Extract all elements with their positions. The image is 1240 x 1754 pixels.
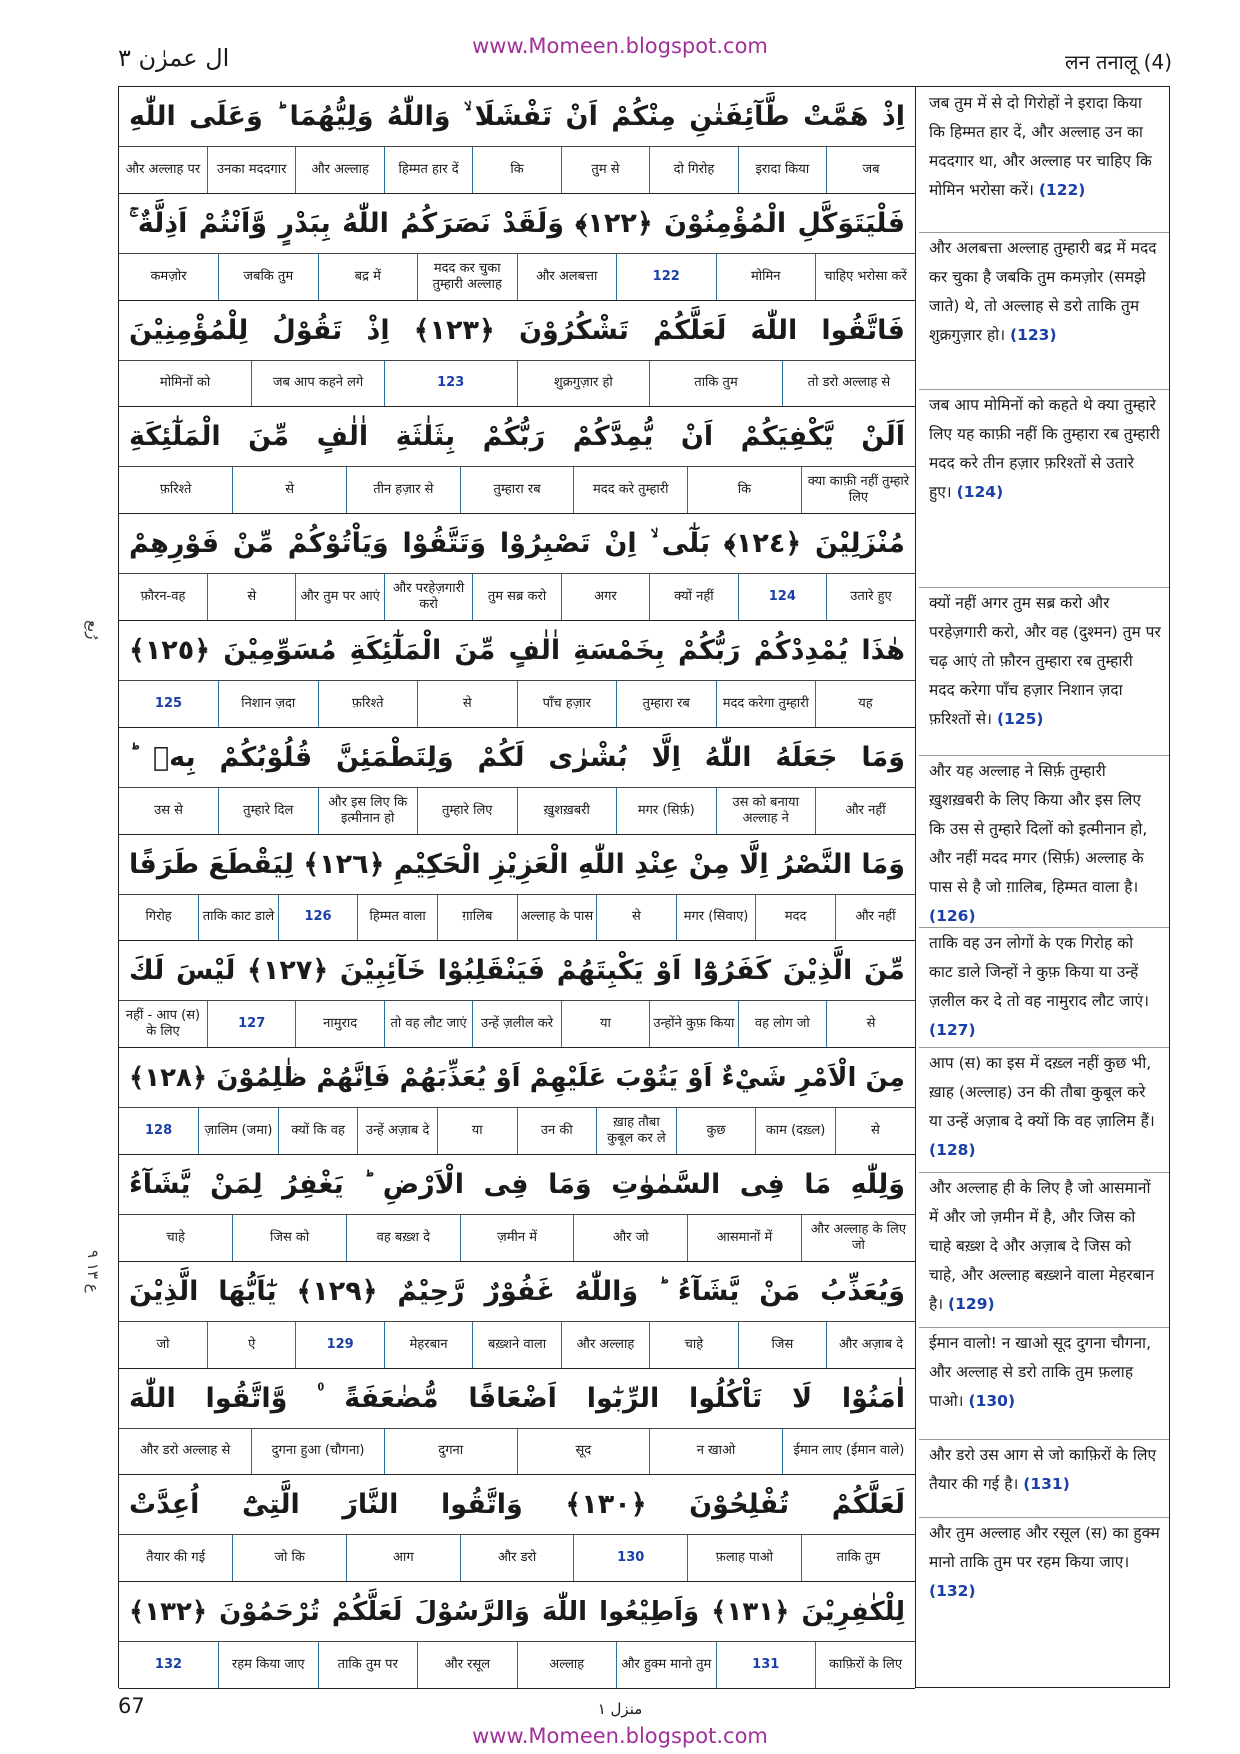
gloss-cell: ख़ाह तौबा कुबूल कर ले: [597, 1108, 677, 1154]
gloss-cell: ख़ुशख़बरी: [517, 788, 617, 834]
gloss-cell: जिस: [738, 1322, 826, 1368]
gloss-cell: और अल्लाह: [561, 1322, 649, 1368]
arabic-verse-line: لِلْكٰفِرِيْنَ ﴿١٣١﴾ وَاَطِيْعُوا اللّٰهَ وَالرَّسُوْلَ لَعَلَّكُمْ تُرْحَمُوْنَ ﴿١٣٢﴾: [119, 1582, 915, 1642]
translation-separator: [919, 927, 1169, 928]
gloss-cell: मदद करे तुम्हारी: [574, 467, 688, 513]
gloss-cell: उतारे हुए: [827, 574, 915, 620]
gloss-cell: जो: [119, 1322, 208, 1368]
gloss-cell: और रसूल: [418, 1642, 518, 1688]
translation-verse-number: (131): [1023, 1475, 1070, 1493]
gloss-cell: यह: [816, 681, 916, 727]
translation-paragraph: [929, 89, 1161, 205]
translation-verse-number: (123): [1010, 326, 1057, 344]
gloss-cell: से: [597, 895, 677, 941]
gloss-cell: और हुक्म मानो तुम: [617, 1642, 717, 1688]
gloss-cell: कुछ: [676, 1108, 756, 1154]
translation-paragraph: [929, 589, 1161, 734]
gloss-cell: ताकि काट डाले: [199, 895, 279, 941]
arabic-verse-line: اِذْ هَمَّتْ طَّآئِفَتٰنِ مِنْكُمْ اَنْ تَفْشَلَا ۙ وَاللّٰهُ وَلِيُّهُمَا ؕ وَعَلَى اللّٰهِ: [119, 87, 915, 147]
translation-verse-number: (124): [956, 483, 1004, 501]
gloss-cell: हिम्मत वाला: [358, 895, 438, 941]
header-url[interactable]: www.Momeen.blogspot.com: [472, 34, 768, 58]
translation-text: और अलबत्ता अल्लाह तुम्हारी बद्र में मदद कर चुका है जबकि तुम कमज़ोर (समझे जाते) थे, तो अल्लाह से डरो ताकि तुम शुक्रगुज़ार हो।: [929, 239, 1157, 344]
gloss-cell: मगर (सिवाए): [676, 895, 756, 941]
word-gloss-row: [119, 254, 915, 301]
gloss-cell: तुम्हारा रब: [460, 467, 574, 513]
translation-text: जब आप मोमिनों को कहते थे क्या तुम्हारे लिए यह काफ़ी नहीं कि तुम्हारा रब तुम्हारी मदद करे तीन हज़ार फ़रिश्तों से उतारे हुए।: [929, 396, 1160, 501]
word-gloss-row: [119, 1535, 915, 1582]
translation-verse-number: (126): [929, 907, 976, 925]
verse-number-cell: 123: [384, 361, 517, 407]
translation-paragraph: [929, 391, 1161, 507]
gloss-cell: काम (दख़्ल): [756, 1108, 836, 1154]
translation-separator: [919, 755, 1169, 756]
translation-verse-number: (128): [929, 1141, 976, 1159]
translation-text: और यह अल्लाह ने सिर्फ़ तुम्हारी ख़ुशख़बरी के लिए किया और इस लिए कि उस से तुम्हारे दिलों को इत्मीनान हो, और नहीं मदद मगर (सिर्फ़) अल्लाह के पास से है जो ग़ालिब, हिम्मत वाला है।: [929, 762, 1148, 896]
gloss-cell: मदद कर चुका तुम्हारी अल्लाह: [418, 254, 518, 300]
gloss-cell: ज़ालिम (जमा): [199, 1108, 279, 1154]
translation-separator: [919, 232, 1169, 233]
gloss-cell: वह बख़्श दे: [346, 1215, 460, 1261]
gloss-cell: और डरो अल्लाह से: [119, 1429, 252, 1475]
gloss-cell: ज़मीन में: [460, 1215, 574, 1261]
gloss-cell: तैयार की गई: [119, 1535, 233, 1581]
gloss-cell: और इस लिए कि इत्मीनान हो: [318, 788, 418, 834]
translation-paragraph: [929, 757, 1161, 931]
gloss-cell: और डरो: [460, 1535, 574, 1581]
translation-text: क्यों नहीं अगर तुम सब्र करो और परहेज़गारी करो, और वह (दुश्मन) तुम पर चढ़ आएं तो फ़ौरन तुम्हारा रब तुम्हारी मदद करेगा पाँच हज़ार निशान ज़दा फ़रिश्तों से।: [929, 594, 1161, 728]
verse-number-cell: 122: [617, 254, 717, 300]
gloss-cell: वह लोग जो: [738, 1001, 826, 1047]
gloss-cell: तो वह लौट जाएं: [384, 1001, 472, 1047]
gloss-cell: सूद: [517, 1429, 650, 1475]
translation-separator: [919, 587, 1169, 588]
word-gloss-row: [119, 681, 915, 728]
gloss-cell: चाहे: [650, 1322, 738, 1368]
translation-verse-number: (125): [996, 710, 1044, 728]
gloss-cell: पाँच हज़ार: [517, 681, 617, 727]
translation-separator: [919, 389, 1169, 390]
gloss-cell: कमज़ोर: [119, 254, 219, 300]
gloss-cell: से: [233, 467, 347, 513]
word-gloss-row: [119, 788, 915, 835]
word-gloss-row: [119, 361, 915, 408]
arabic-verse-line: فَاتَّقُوا اللّٰهَ لَعَلَّكُمْ تَشْكُرُوْنَ ﴿١٢٣﴾ اِذْ تَقُوْلُ لِلْمُؤْمِنِيْنَ: [119, 301, 915, 361]
arabic-verse-line: لَعَلَّكُمْ تُفْلِحُوْنَ ﴿١٣٠﴾ وَاتَّقُوا النَّارَ الَّتِىْٓ اُعِدَّتْ: [119, 1475, 915, 1535]
translation-text: और तुम अल्लाह और रसूल (स) का हुक्म मानो ताकि तुम पर रहम किया जाए।: [929, 1524, 1160, 1571]
translation-separator: [919, 1439, 1169, 1440]
translation-text: आप (स) का इस में दख़्ल नहीं कुछ भी, ख़ाह (अल्लाह) उन की तौबा कुबूल करे या उन्हें अज़ाब दे क्यों कि वह ज़ालिम हैं।: [929, 1054, 1155, 1130]
translation-paragraph: [929, 1329, 1161, 1416]
gloss-cell: और नहीं: [816, 788, 916, 834]
gloss-cell: मगर (सिर्फ़): [617, 788, 717, 834]
gloss-cell: से: [835, 1108, 915, 1154]
arabic-verse-line: وَلِلّٰهِ مَا فِى السَّمٰوٰتِ وَمَا فِى الْاَرْضِ ؕ يَغْفِرُ لِمَنْ يَّشَآءُ: [119, 1155, 915, 1215]
gloss-cell: उस से: [119, 788, 219, 834]
verse-number-cell: 124: [738, 574, 826, 620]
gloss-cell: से: [418, 681, 518, 727]
gloss-cell: क्यों कि वह: [278, 1108, 358, 1154]
gloss-cell: जब: [827, 147, 915, 193]
word-gloss-row: [119, 147, 915, 194]
gloss-cell: और अल्लाह: [296, 147, 384, 193]
gloss-cell: उन्हें अज़ाब दे: [358, 1108, 438, 1154]
arabic-verse-line: وَمَا النَّصْرُ اِلَّا مِنْ عِنْدِ اللّٰهِ الْعَزِيْزِ الْحَكِيْمِ ﴿١٢٦﴾ لِيَقْطَعَ طَرَفًا: [119, 835, 915, 895]
verse-number-cell: 132: [119, 1642, 219, 1688]
gloss-cell: फ़रिश्ते: [318, 681, 418, 727]
gloss-cell: मदद: [756, 895, 836, 941]
arabic-verse-line: هٰذَا يُمْدِدْكُمْ رَبُّكُمْ بِخَمْسَةِ اٰلٰفٍ مِّنَ الْمَلٰٓئِكَةِ مُسَوِّمِيْنَ ﴿١٢٥﴾: [119, 621, 915, 681]
gloss-cell: या: [437, 1108, 517, 1154]
gloss-cell: हिम्मत हार दें: [384, 147, 472, 193]
gloss-cell: तुम्हारे दिल: [219, 788, 319, 834]
gloss-cell: अल्लाह: [517, 1642, 617, 1688]
translation-paragraph: [929, 1049, 1161, 1165]
page-frame: [118, 86, 1170, 1688]
gloss-cell: काफ़िरों के लिए: [816, 1642, 916, 1688]
translation-separator: [919, 1517, 1169, 1518]
verse-number-cell: 129: [296, 1322, 384, 1368]
gloss-cell: बख़्शने वाला: [473, 1322, 561, 1368]
gloss-cell: तुम्हारा रब: [617, 681, 717, 727]
gloss-cell: और तुम पर आएं: [296, 574, 384, 620]
gloss-cell: बद्र में: [318, 254, 418, 300]
gloss-cell: तीन हज़ार से: [346, 467, 460, 513]
translation-column: [919, 87, 1169, 1687]
word-gloss-row: [119, 895, 915, 942]
page-number: 67: [118, 1694, 145, 1718]
translation-text: ईमान वालो! न खाओ सूद दुगना चौगना, और अल्लाह से डरो ताकि तुम फ़लाह पाओ।: [929, 1334, 1151, 1410]
gloss-cell: उन की: [517, 1108, 597, 1154]
translation-text: ताकि वह उन लोगों के एक गिरोह को काट डाले जिन्हों ने कुफ़ किया या उन्हें ज़लील कर दे तो वह नामुराद लौट जाएं।: [929, 934, 1149, 1010]
verse-number-cell: 131: [716, 1642, 816, 1688]
word-gloss-row: [119, 1215, 915, 1262]
gloss-cell: दो गिरोह: [650, 147, 738, 193]
gloss-cell: चाहिए भरोसा करें: [816, 254, 916, 300]
word-gloss-row: [119, 1108, 915, 1155]
gloss-cell: नहीं - आप (स) के लिए: [119, 1001, 208, 1047]
ruku-mark-top: رُبع: [84, 620, 102, 640]
gloss-cell: नामुराद: [296, 1001, 384, 1047]
arabic-verse-line: اَلَنْ يَّكْفِيَكُمْ اَنْ يُّمِدَّكُمْ رَبُّكُمْ بِثَلٰثَةِ اٰلٰفٍ مِّنَ الْمَلٰٓئِكَةِ: [119, 407, 915, 467]
gloss-cell: मदद करेगा तुम्हारी: [716, 681, 816, 727]
verse-number-cell: 125: [119, 681, 219, 727]
gloss-cell: क्या काफ़ी नहीं तुम्हारे लिए: [801, 467, 915, 513]
gloss-cell: या: [561, 1001, 649, 1047]
translation-separator: [919, 1327, 1169, 1328]
gloss-cell: चाहे: [119, 1215, 233, 1261]
arabic-verse-line: اٰمَنُوْا لَا تَاْكُلُوا الرِّبٰٓوا اَضْعَافًا مُّضٰعَفَةً ۠ وَّاتَّقُوا اللّٰهَ: [119, 1369, 915, 1429]
gloss-cell: गिरोह: [119, 895, 199, 941]
gloss-cell: फ़रिश्ते: [119, 467, 233, 513]
gloss-cell: और नहीं: [835, 895, 915, 941]
gloss-cell: फ़लाह पाओ: [688, 1535, 802, 1581]
arabic-verse-line: وَيُعَذِّبُ مَنْ يَّشَآءُ ؕ وَاللّٰهُ غَفُوْرٌ رَّحِيْمٌ ﴿١٢٩﴾ يٰٓاَيُّهَا الَّذِيْنَ: [119, 1262, 915, 1322]
translation-paragraph: [929, 1174, 1161, 1319]
gloss-cell: ईमान लाए (ईमान वाले): [782, 1429, 915, 1475]
word-gloss-row: [119, 1322, 915, 1369]
para-title: लन तनालू (4): [1065, 50, 1172, 74]
gloss-cell: ताकि तुम: [801, 1535, 915, 1581]
gloss-cell: अल्लाह के पास: [517, 895, 597, 941]
gloss-cell: और अल्लाह पर: [119, 147, 208, 193]
ruku-mark-bottom: ع ١٣ ٩: [84, 1250, 102, 1293]
gloss-cell: कि: [688, 467, 802, 513]
gloss-cell: उन्हें ज़लील करे: [473, 1001, 561, 1047]
gloss-cell: इरादा किया: [738, 147, 826, 193]
column-divider: [915, 87, 916, 1687]
gloss-cell: अगर: [561, 574, 649, 620]
verse-number-cell: 130: [574, 1535, 688, 1581]
gloss-cell: जबकि तुम: [219, 254, 319, 300]
translation-paragraph: [929, 1441, 1161, 1499]
surah-title: ال عمرٰن ٣: [118, 44, 230, 72]
gloss-cell: तुम सब्र करो: [473, 574, 561, 620]
translation-separator: [919, 1172, 1169, 1173]
gloss-cell: ताकि तुम पर: [318, 1642, 418, 1688]
gloss-cell: और अल्लाह के लिए जो: [801, 1215, 915, 1261]
gloss-cell: उस को बनाया अल्लाह ने: [716, 788, 816, 834]
gloss-cell: फ़ौरन-वह: [119, 574, 208, 620]
arabic-verse-line: فَلْيَتَوَكَّلِ الْمُؤْمِنُوْنَ ﴿١٢٢﴾ وَلَقَدْ نَصَرَكُمُ اللّٰهُ بِبَدْرٍ وَّاَنْتُمْ اَذِلَّةٌ ۚ: [119, 194, 915, 254]
gloss-cell: और जो: [574, 1215, 688, 1261]
arabic-verse-line: مُنْزَلِيْنَ ﴿١٢٤﴾ بَلٰٓى ۙ اِنْ تَصْبِرُوْا وَتَتَّقُوْا وَيَاْتُوْكُمْ مِّنْ فَوْرِهِمْ: [119, 514, 915, 574]
gloss-cell: तो डरो अल्लाह से: [782, 361, 915, 407]
translation-verse-number: (127): [929, 1021, 976, 1039]
gloss-cell: शुक्रगुज़ार हो: [517, 361, 650, 407]
translation-verse-number: (129): [948, 1295, 995, 1313]
manzil-label: منزل ١: [597, 1700, 643, 1718]
gloss-cell: ग़ालिब: [437, 895, 517, 941]
gloss-cell: तुम्हारे लिए: [418, 788, 518, 834]
gloss-cell: और अलबत्ता: [517, 254, 617, 300]
gloss-cell: न खाओ: [650, 1429, 783, 1475]
verse-number-cell: 126: [278, 895, 358, 941]
verse-number-cell: 128: [119, 1108, 199, 1154]
translation-text: जब तुम में से दो गिरोहों ने इरादा किया कि हिम्मत हार दें, और अल्लाह उन का मददगार था, और अल्लाह पर चाहिए कि मोमिन भरोसा करें।: [929, 94, 1152, 199]
gloss-cell: जिस को: [233, 1215, 347, 1261]
gloss-cell: आग: [346, 1535, 460, 1581]
gloss-cell: और परहेज़गारी करो: [384, 574, 472, 620]
gloss-cell: ताकि तुम: [650, 361, 783, 407]
translation-paragraph: [929, 929, 1161, 1045]
gloss-cell: आसमानों में: [688, 1215, 802, 1261]
translation-text: और अल्लाह ही के लिए है जो आसमानों में और जो ज़मीन में है, और जिस को चाहे बख़्श दे और अज़ाब दे जिस को चाहे, और अल्लाह बख़्शने वाला मेहरबान है।: [929, 1179, 1155, 1313]
translation-paragraph: [929, 1519, 1161, 1606]
gloss-cell: मेहरबान: [384, 1322, 472, 1368]
word-gloss-row: [119, 574, 915, 621]
gloss-cell: कि: [473, 147, 561, 193]
word-gloss-row: [119, 1642, 915, 1689]
translation-text: और डरो उस आग से जो काफ़िरों के लिए तैयार की गई है।: [929, 1446, 1157, 1493]
word-gloss-row: [119, 1429, 915, 1476]
verse-number-cell: 127: [208, 1001, 296, 1047]
gloss-cell: से: [208, 574, 296, 620]
translation-verse-number: (122): [1038, 181, 1086, 199]
gloss-cell: दुगना हुआ (चौगना): [252, 1429, 385, 1475]
gloss-cell: मोमिन: [716, 254, 816, 300]
gloss-cell: ऐ: [208, 1322, 296, 1368]
gloss-cell: तुम से: [561, 147, 649, 193]
arabic-verse-line: مِنَ الْاَمْرِ شَيْءٌ اَوْ يَتُوْبَ عَلَيْهِمْ اَوْ يُعَذِّبَهُمْ فَاِنَّهُمْ ظٰلِمُوْنَ ﴿١٢٨﴾: [119, 1048, 915, 1108]
gloss-cell: दुगना: [384, 1429, 517, 1475]
gloss-cell: रहम किया जाए: [219, 1642, 319, 1688]
translation-verse-number: (130): [968, 1392, 1016, 1410]
word-gloss-row: [119, 1001, 915, 1048]
gloss-cell: से: [827, 1001, 915, 1047]
gloss-cell: निशान ज़दा: [219, 681, 319, 727]
gloss-cell: उनका मददगार: [208, 147, 296, 193]
translation-verse-number: (132): [929, 1582, 976, 1600]
gloss-cell: उन्होंने कुफ़ किया: [650, 1001, 738, 1047]
arabic-verse-line: وَمَا جَعَلَهُ اللّٰهُ اِلَّا بُشْرٰى لَكُمْ وَلِتَطْمَئِنَّ قُلُوْبُكُمْ بِهٖ ؕ: [119, 728, 915, 788]
translation-paragraph: [929, 234, 1161, 350]
footer-url[interactable]: www.Momeen.blogspot.com: [472, 1724, 768, 1748]
gloss-cell: मोमिनों को: [119, 361, 252, 407]
arabic-verse-line: مِّنَ الَّذِيْنَ كَفَرُوْٓا اَوْ يَكْبِتَهُمْ فَيَنْقَلِبُوْا خَآئِبِيْنَ ﴿١٢٧﴾ لَيْسَ لَكَ: [119, 941, 915, 1001]
gloss-cell: जो कि: [233, 1535, 347, 1581]
gloss-cell: क्यों नहीं: [650, 574, 738, 620]
translation-separator: [919, 1047, 1169, 1048]
gloss-cell: और अज़ाब दे: [827, 1322, 915, 1368]
arabic-gloss-column: [119, 87, 915, 1687]
word-gloss-row: [119, 467, 915, 514]
gloss-cell: जब आप कहने लगे: [252, 361, 385, 407]
